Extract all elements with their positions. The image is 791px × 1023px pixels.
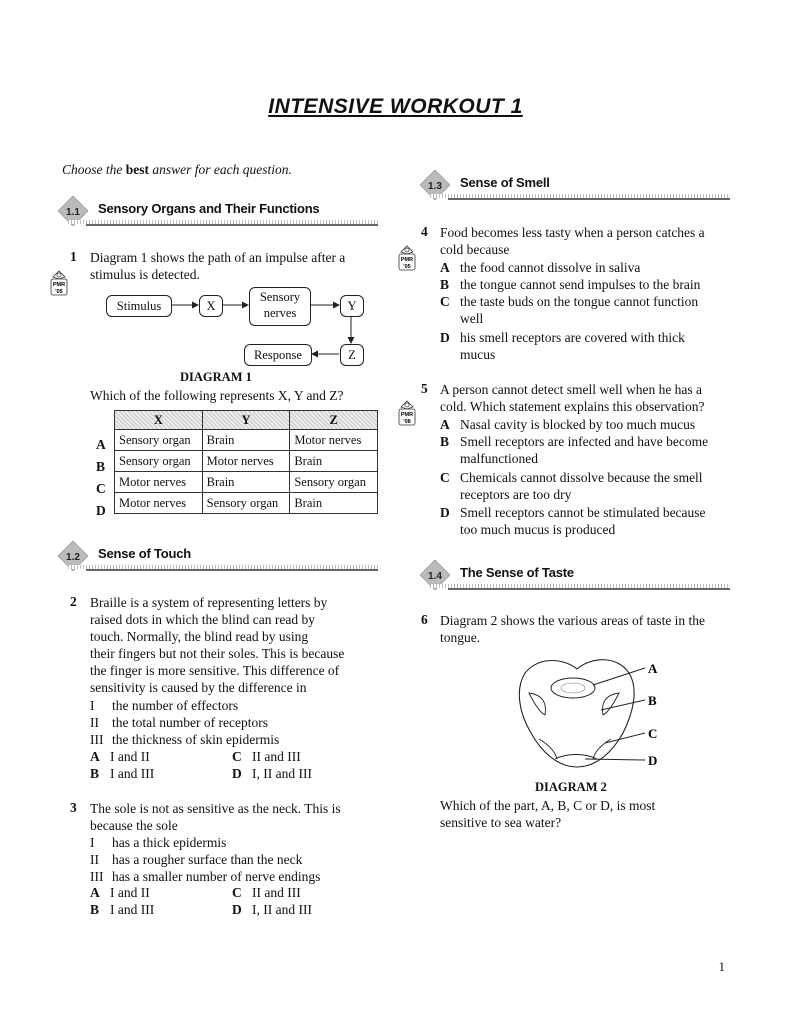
- label-a: A: [648, 661, 658, 676]
- question-3-statements: I has a thick epidermis II has a rougher surface than the neck III has a smaller number of nerve endings: [90, 835, 321, 884]
- option-label: B: [96, 459, 106, 474]
- section-header-1-1: [58, 196, 378, 226]
- option-a[interactable]: A I and II: [90, 885, 150, 900]
- option-label: C: [96, 481, 106, 496]
- option-d[interactable]: D his smell receptors are covered with thick mucus: [440, 330, 685, 362]
- sensory-nerves-box: Sensory nerves: [249, 287, 311, 326]
- option-b[interactable]: B I and III: [90, 902, 155, 917]
- section-title: Sense of Touch: [98, 546, 192, 561]
- svg-text:PMR: PMR: [52, 282, 66, 288]
- svg-text:PMR: PMR: [400, 257, 414, 263]
- question-4-text: Food becomes less tasty when a person catches a cold because: [440, 225, 705, 257]
- option-c[interactable]: C II and III: [232, 749, 301, 764]
- question-number: 3: [70, 800, 77, 815]
- svg-text:'05: '05: [403, 264, 411, 270]
- option-label: A: [96, 437, 106, 452]
- question-number: 5: [421, 381, 428, 396]
- option-a[interactable]: A Nasal cavity is blocked by too much mucus: [440, 417, 696, 432]
- question-6-text: Diagram 2 shows the various areas of taste in the tongue.: [440, 613, 706, 645]
- question-3-text: The sole is not as sensitive as the neck. This is because the sole: [90, 801, 341, 833]
- option-b[interactable]: B I and III: [90, 766, 155, 781]
- table-row: Motor nerves Sensory organ Brain: [115, 493, 378, 514]
- question-number: 1: [70, 249, 77, 264]
- page-title: INTENSIVE WORKOUT 1: [268, 95, 523, 118]
- tongue-diagram: [505, 655, 670, 780]
- question-5-text: A person cannot detect smell well when he has a cold. Which statement explains this observation?: [440, 382, 705, 414]
- stimulus-box: Stimulus: [106, 295, 172, 317]
- option-d[interactable]: D I, II and III: [232, 766, 312, 781]
- svg-text:1.2: 1.2: [66, 552, 80, 563]
- svg-text:1.1: 1.1: [66, 207, 80, 218]
- instruction: Choose the best answer for each question.: [62, 162, 292, 177]
- svg-text:1.4: 1.4: [428, 571, 442, 582]
- question-1-text: Diagram 1 shows the path of an impulse after a stimulus is detected.: [90, 250, 346, 282]
- option-c[interactable]: C the taste buds on the tongue cannot function well: [440, 294, 699, 326]
- option-label: D: [96, 503, 106, 518]
- diagram-1-caption: DIAGRAM 1: [180, 370, 252, 384]
- section-title: The Sense of Taste: [460, 565, 574, 580]
- option-a[interactable]: A I and II: [90, 749, 150, 764]
- option-d[interactable]: D Smell receptors cannot be stimulated because too much mucus is produced: [440, 505, 706, 537]
- svg-text:PMR: PMR: [400, 412, 414, 418]
- diagram-2-caption: DIAGRAM 2: [535, 780, 607, 794]
- section-header-1-2: [58, 541, 378, 571]
- section-title: Sense of Smell: [460, 175, 550, 190]
- question-number: 6: [421, 612, 428, 627]
- svg-text:'08: '08: [403, 419, 411, 425]
- option-c[interactable]: C II and III: [232, 885, 301, 900]
- label-b: B: [648, 693, 657, 708]
- x-box: X: [199, 295, 223, 317]
- table-row: Motor nerves Brain Sensory organ: [115, 472, 378, 493]
- question-2-statements: I the number of effectors II the total number of receptors III the thickness of skin epidermis: [90, 698, 280, 747]
- pmr-exam-icon: [398, 245, 416, 271]
- question-6-prompt: Which of the part, A, B, C or D, is most sensitive to sea water?: [440, 798, 656, 830]
- label-c: C: [648, 726, 658, 741]
- question-1-prompt: Which of the following represents X, Y and Z?: [90, 388, 344, 403]
- page-number: 1: [718, 959, 725, 974]
- section-header-1-4: [420, 560, 730, 590]
- pmr-exam-icon: [398, 400, 416, 426]
- table-row: Sensory organ Motor nerves Brain: [115, 451, 378, 472]
- z-box: Z: [340, 344, 364, 366]
- y-box: Y: [340, 295, 364, 317]
- response-box: Response: [244, 344, 312, 366]
- answer-table: [114, 410, 378, 514]
- diagram-1-arrows: [100, 280, 380, 375]
- table-row: Sensory organ Brain Motor nerves: [115, 430, 378, 451]
- option-b[interactable]: B the tongue cannot send impulses to the brain: [440, 277, 701, 292]
- option-b[interactable]: B Smell receptors are infected and have become malfunctioned: [440, 434, 709, 466]
- table-header-row: X Y Z: [115, 411, 378, 430]
- question-number: 4: [421, 224, 428, 239]
- option-d[interactable]: D I, II and III: [232, 902, 312, 917]
- pmr-exam-icon: [50, 270, 68, 296]
- tongue-outline: [519, 660, 634, 767]
- question-2-text: Braille is a system of representing letters by raised dots in which the blind can read by touch. Normally, the blind read by using their fingers but not their soles. This is because the finger is more sensitive. This difference of sensitivity is caused by the difference in: [90, 595, 345, 695]
- label-d: D: [648, 753, 658, 768]
- svg-text:'05: '05: [55, 289, 63, 295]
- svg-text:1.3: 1.3: [428, 181, 442, 192]
- section-header-1-3: [420, 170, 730, 200]
- section-title: Sensory Organs and Their Functions: [98, 201, 320, 216]
- option-c[interactable]: C Chemicals cannot dissolve because the smell receptors are too dry: [440, 470, 703, 502]
- question-number: 2: [70, 594, 77, 609]
- option-a[interactable]: A the food cannot dissolve in saliva: [440, 260, 641, 275]
